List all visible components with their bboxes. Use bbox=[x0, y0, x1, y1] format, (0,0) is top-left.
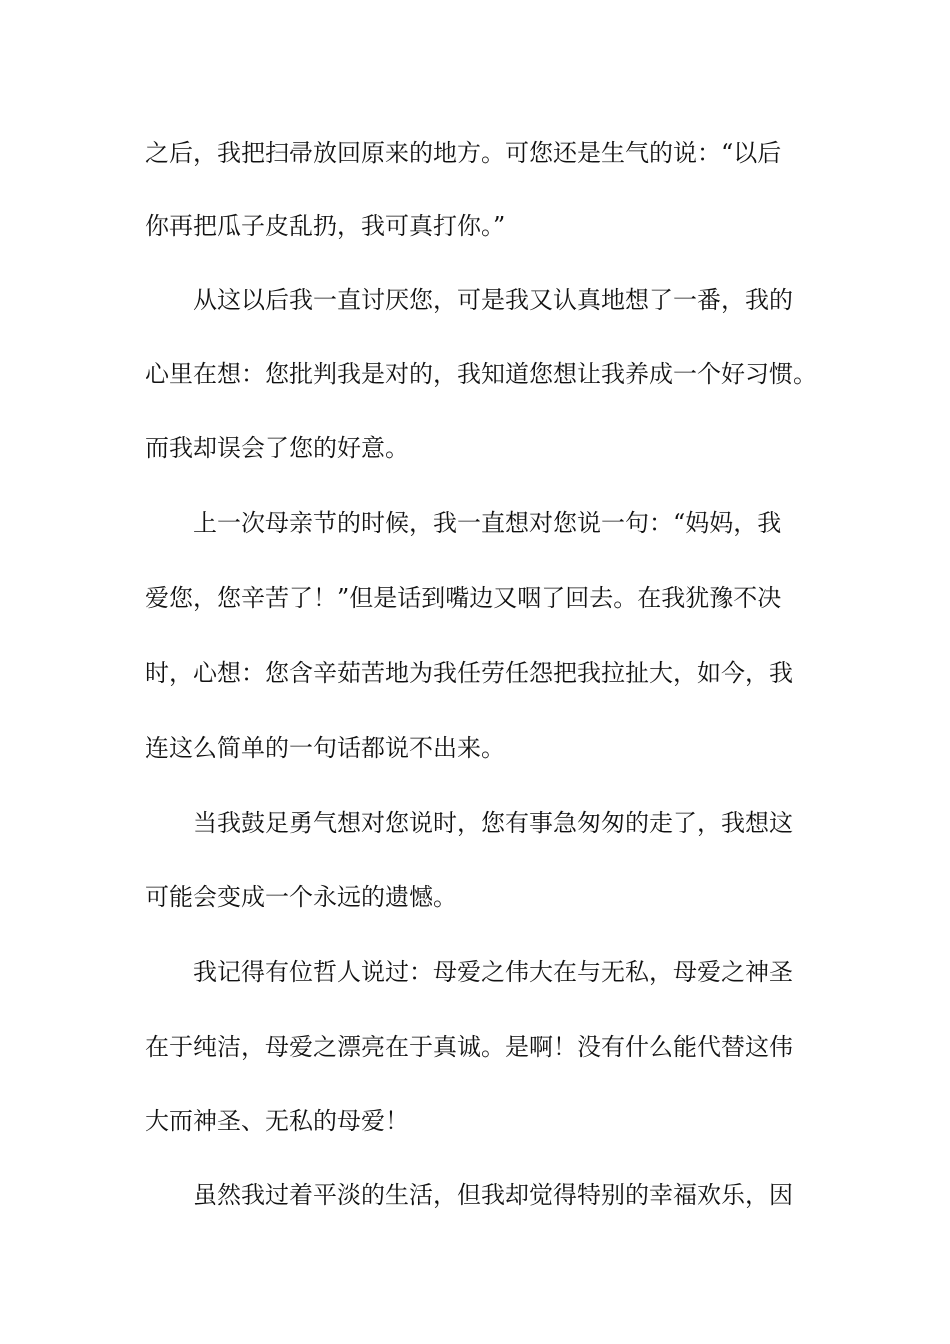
text-line: 之后，我把扫帚放回原来的地方。可您还是生气的说：“以后 bbox=[145, 139, 782, 167]
text-line: 时，心想：您含辛茹苦地为我任劳任怨把我拉扯大，如今，我 bbox=[145, 659, 793, 687]
text-line: 连这么简单的一句话都说不出来。 bbox=[145, 734, 505, 762]
paragraph-first-line: 我记得有位哲人说过：母爱之伟大在与无私，母爱之神圣 bbox=[193, 958, 793, 986]
paragraph-first-line: 虽然我过着平淡的生活，但我却觉得特别的幸福欢乐，因 bbox=[193, 1181, 793, 1209]
text-line: 大而神圣、无私的母爱！ bbox=[145, 1107, 409, 1135]
text-line: 在于纯洁，母爱之漂亮在于真诚。是啊！没有什么能代替这伟 bbox=[145, 1033, 793, 1061]
paragraph-first-line: 当我鼓足勇气想对您说时，您有事急匆匆的走了，我想这 bbox=[193, 809, 793, 837]
text-line: 可能会变成一个永远的遗憾。 bbox=[145, 883, 457, 911]
text-line: 你再把瓜子皮乱扔，我可真打你。” bbox=[145, 212, 506, 240]
text-line: 而我却误会了您的好意。 bbox=[145, 434, 409, 462]
text-line: 心里在想：您批判我是对的，我知道您想让我养成一个好习惯。 bbox=[145, 360, 817, 388]
paragraph-first-line: 从这以后我一直讨厌您，可是我又认真地想了一番，我的 bbox=[193, 286, 793, 314]
text-line: 爱您，您辛苦了！”但是话到嘴边又咽了回去。在我犹豫不决 bbox=[145, 584, 782, 612]
paragraph-first-line: 上一次母亲节的时候，我一直想对您说一句：“妈妈，我 bbox=[193, 509, 782, 537]
